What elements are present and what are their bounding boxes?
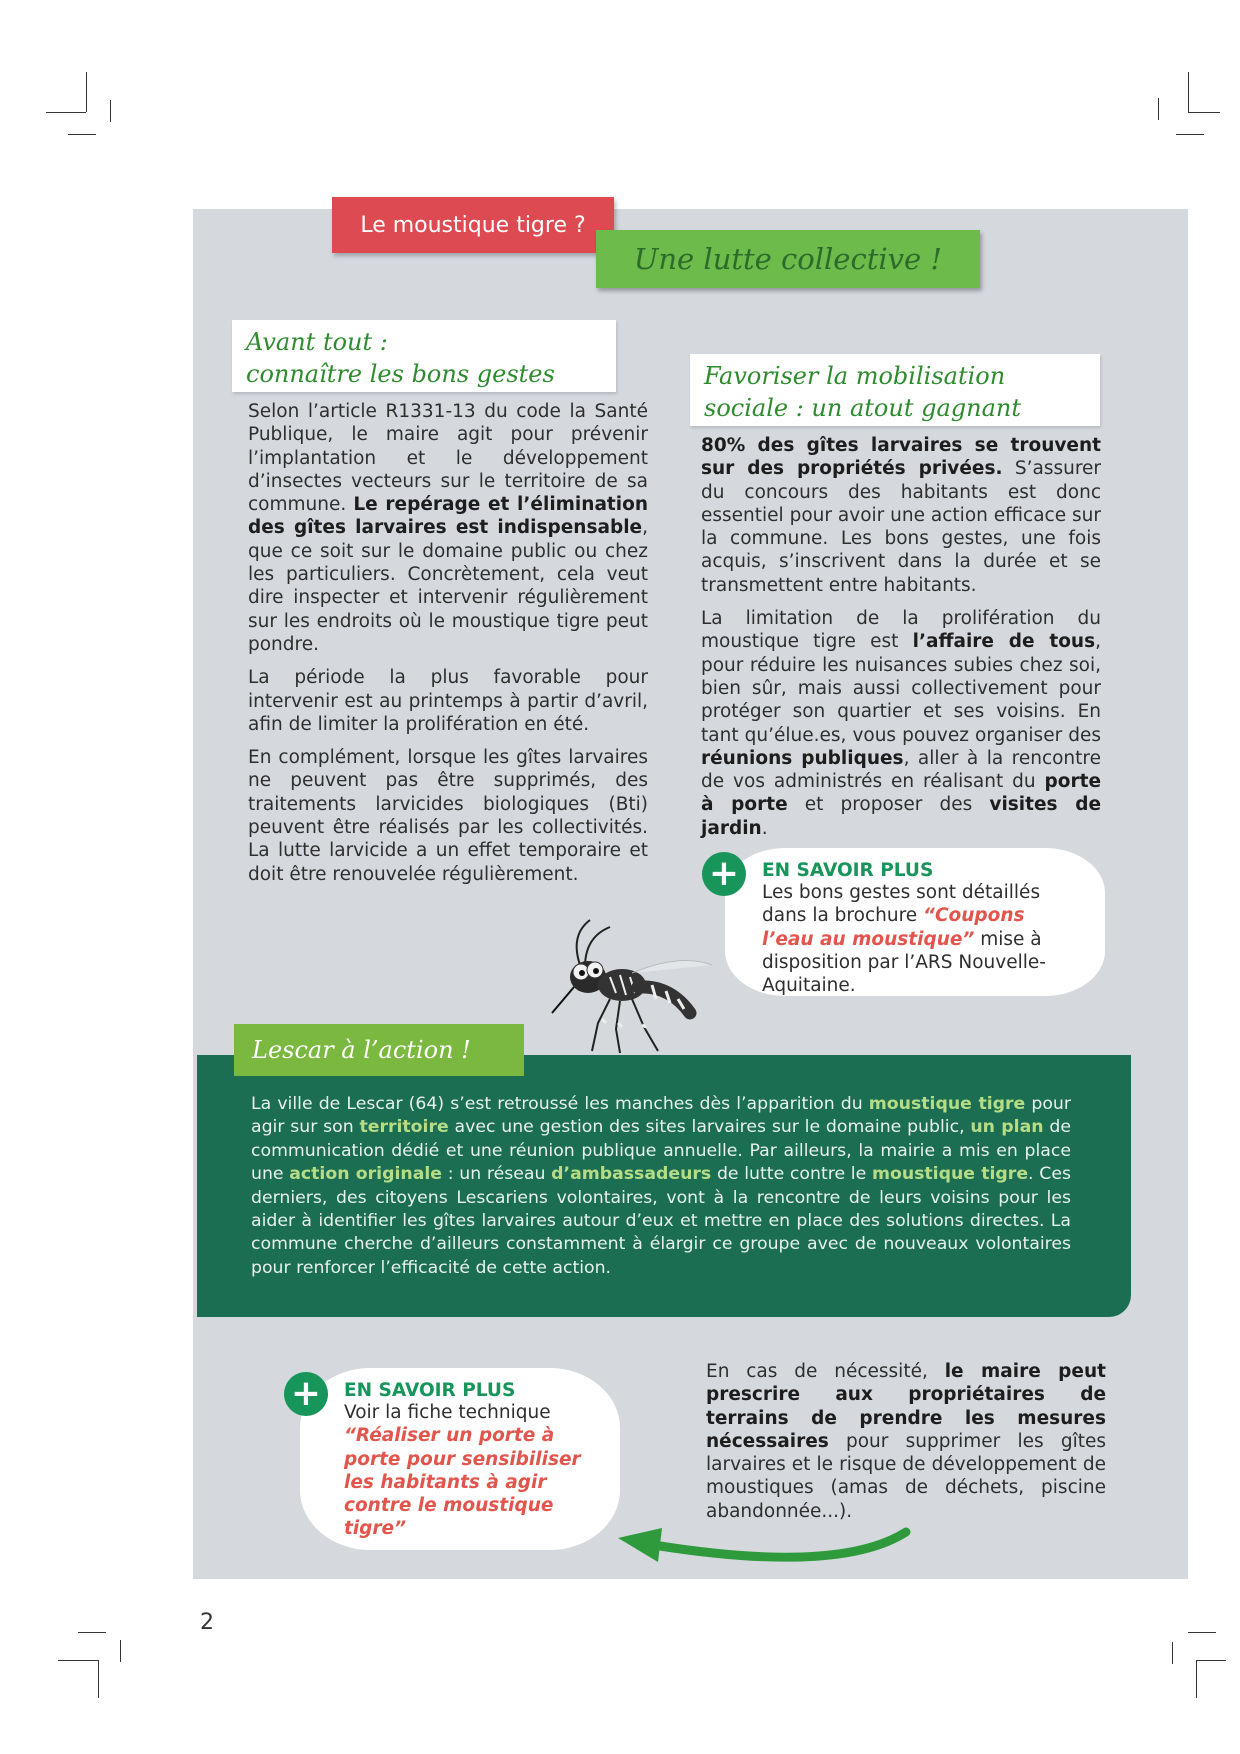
- arrow-icon: [600, 1512, 920, 1582]
- info-text: Voir la fiche technique: [344, 1402, 551, 1423]
- crop-mark: [1158, 98, 1159, 120]
- left-heading-line2: connaître les bons gestes: [246, 360, 555, 388]
- info-text: Les bons gestes sont détaillés dans la brochure “Coupons l’eau au moustique” mise à disposition par l’ARS Nouvelle-Aquitaine.: [762, 882, 1046, 997]
- crop-mark: [1188, 112, 1220, 113]
- crop-mark: [58, 1660, 98, 1661]
- right-paragraph-2: La limitation de la prolifération du moustique tigre est l’affaire de tous, pour réduire les nuisances subies chez soi, bien sûr, mais aussi collectivement pour protéger son quartier et ses voisins. En tant qu’élue.es, vous pouvez organiser des réunions publiques, aller à la rencontre de vos administrés en réalisant du porte à porte et proposer des visites de jardin.: [701, 608, 1101, 839]
- topic-tag: Le moustique tigre ?: [332, 197, 614, 253]
- crop-mark: [110, 100, 111, 122]
- crop-mark: [120, 1640, 121, 1662]
- crop-mark: [78, 1632, 106, 1633]
- action-tag: Lescar à l’action !: [234, 1024, 524, 1076]
- crop-mark: [1188, 1632, 1216, 1633]
- plus-icon: +: [284, 1372, 328, 1416]
- factsheet-link[interactable]: “Réaliser un porte à porte pour sensibiliser les habitants à agir contre le moustique tigre”: [344, 1425, 581, 1540]
- section-title-tag: Une lutte collective !: [596, 230, 980, 288]
- right-paragraph-1: 80% des gîtes larvaires se trouvent sur des propriétés privées. S’assurer du concours des habitants est donc essentiel pour avoir une action efficace sur la commune. Les bons gestes, une fois acquis, s’inscrivent dans la durée et se transmettent entre habitants.: [701, 435, 1102, 596]
- crop-mark: [1196, 1660, 1226, 1661]
- brochure-link[interactable]: “Coupons l’eau au moustique”: [762, 905, 1025, 950]
- right-column: [701, 434, 1101, 850]
- left-paragraph-3: En complément, lorsque les gîtes larvaires ne peuvent pas être supprimés, des traitements larvicides biologiques (Bti) peuvent être réalisés par les collectivités. La lutte larvicide a un effet temporaire et doit être renouvelée régulièrement.: [248, 747, 648, 885]
- left-heading: [232, 320, 616, 392]
- left-paragraph-1: Selon l’article R1331-13 du code la Santé Publique, le maire agit pour prévenir l’implantation et le développement d’insectes vecteurs sur le territoire de sa commune. Le repérage et l’élimination des gîtes larvaires est indispensable, que ce soit sur le domaine public ou chez les particuliers. Concrètement, cela veut dire inspecter et intervenir régulièrement sur les endroits où le moustique tigre peut pondre.: [248, 401, 648, 655]
- crop-mark: [46, 112, 86, 113]
- plus-icon: +: [702, 852, 746, 896]
- crop-mark: [1172, 1642, 1173, 1664]
- right-heading-line2: sociale : un atout gagnant: [704, 394, 1021, 422]
- info-box: [344, 1380, 614, 1541]
- info-title: EN SAVOIR PLUS: [762, 860, 934, 881]
- left-paragraph-2: La période la plus favorable pour intervenir est au printemps à partir d’avril, afin de limiter la prolifération en été.: [248, 667, 648, 735]
- left-heading-line1: Avant tout :: [246, 328, 388, 356]
- page-number: 2: [200, 1610, 214, 1635]
- crop-mark: [68, 134, 96, 135]
- info-box: [762, 860, 1082, 997]
- crop-mark: [98, 1660, 99, 1698]
- crop-mark: [1196, 1660, 1197, 1698]
- mosquito-illustration: [540, 915, 720, 1055]
- crop-mark: [1176, 134, 1204, 135]
- action-text: La ville de Lescar (64) s’est retroussé les manches dès l’apparition du moustique tigre pour agir sur son territoire avec une gestion des sites larvaires sur le domaine public, un plan de communication dédié et une réunion publique annuelle. Par ailleurs, la mairie a mis en place une action originale : un réseau d’ambassadeurs de lutte contre le moustique tigre. Ces derniers, des citoyens Lescariens volontaires, vont à la rencontre de leurs voisins pour les aider à identifier les gîtes larvaires autour d’eux et mettre en place des solutions directes. La commune cherche d’ailleurs constamment à élargir ce groupe avec de nouveaux volontaires pour renforcer l’efficacité de cette action.: [251, 1094, 1071, 1278]
- left-column: [248, 400, 648, 896]
- crop-mark: [86, 72, 87, 112]
- crop-mark: [1188, 72, 1189, 112]
- bottom-right-paragraph: En cas de nécessité, le maire peut prescrire aux propriétaires de terrains de prendre les mesures nécessaires pour supprimer les gîtes larvaires et le risque de développement de moustiques (amas de déchets, piscine abandonnée...).: [706, 1361, 1106, 1522]
- right-heading-line1: Favoriser la mobilisation: [704, 362, 1006, 390]
- right-heading: [690, 354, 1100, 426]
- info-title: EN SAVOIR PLUS: [344, 1380, 516, 1401]
